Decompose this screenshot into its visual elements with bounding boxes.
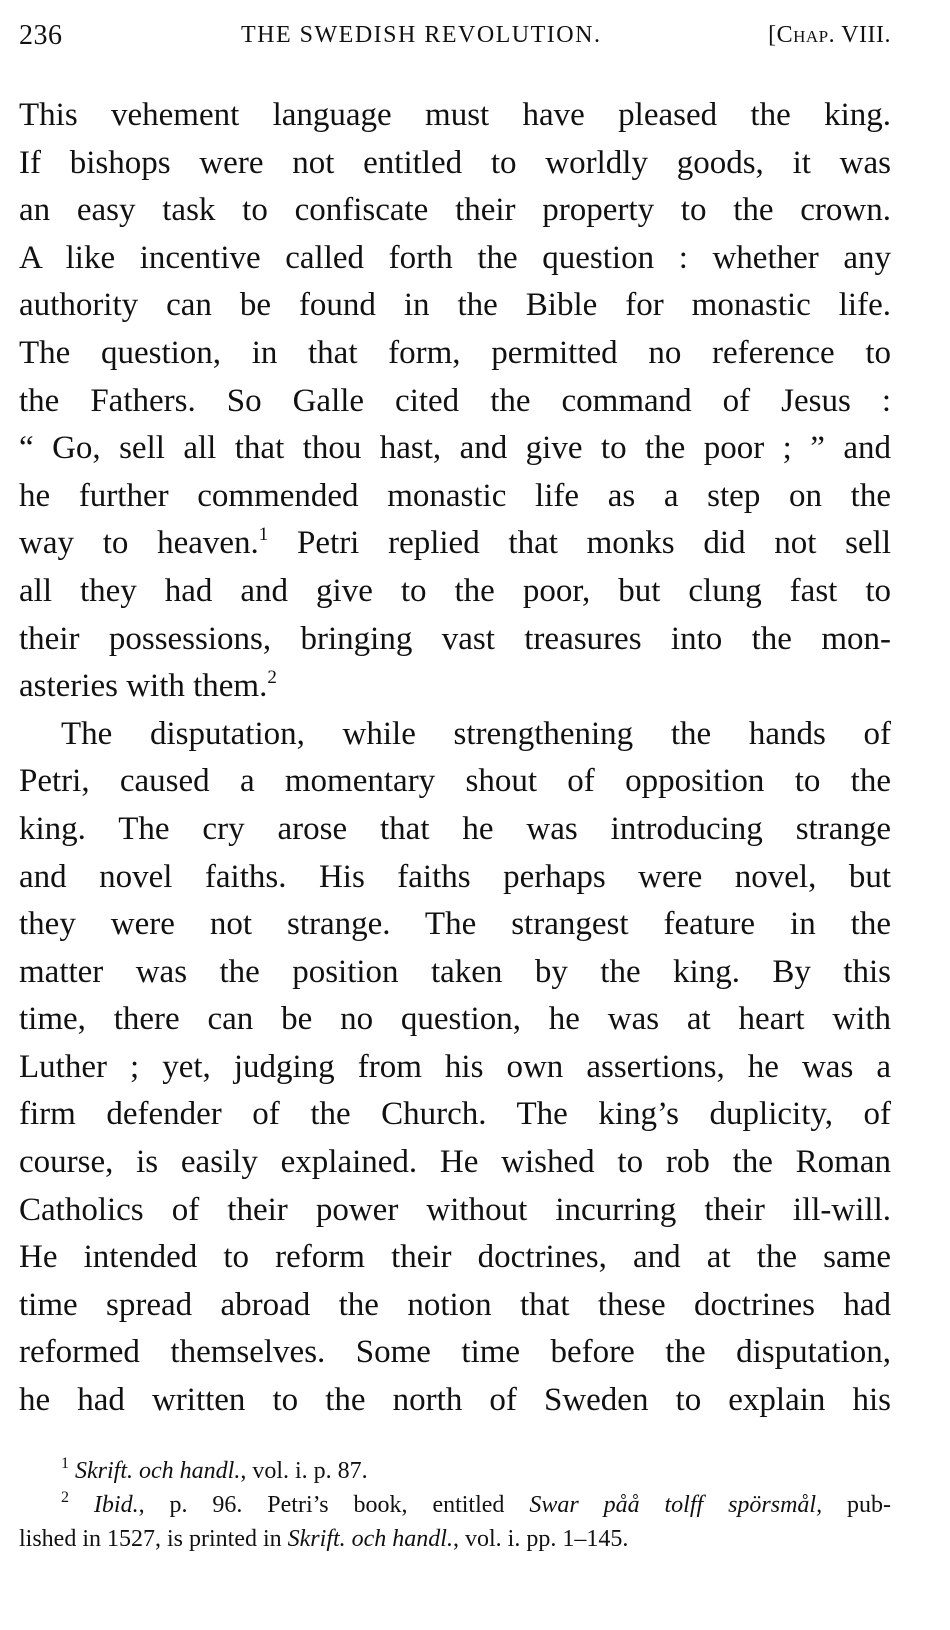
chapter-label: Chap. (776, 22, 836, 48)
page-number: 236 (19, 20, 63, 51)
running-header (19, 14, 891, 54)
footnote-mark: 1 (61, 1455, 69, 1472)
text-line: He intended to reform their doctrines, and at the same (19, 1239, 891, 1276)
text-line: and novel faiths. His faiths perhaps were novel, but (19, 858, 891, 895)
text-line: Catholics of their power without incurring their ill-will. (19, 1191, 891, 1228)
text-line: all they had and give to the poor, but clung fast to (19, 572, 891, 609)
text-line: Petri, caused a momentary shout of opposition to the (19, 763, 891, 800)
text-line: The question, in that form, permitted no reference to (19, 334, 891, 371)
text-line: asteries with them.$^2$ (19, 667, 277, 705)
footnote-1: $^1$ Skrift. och handl., vol. i. p. 87. (61, 1455, 368, 1484)
text-line: an easy task to confiscate their property to the crown. (19, 192, 891, 229)
text-line: way to heaven.$^1$ Petri replied that monks did not sell (19, 524, 891, 562)
chapter-reference: [Chap. VIII. (768, 22, 891, 48)
text-line: time spread abroad the notion that these doctrines had (19, 1286, 891, 1323)
text-line: A like incentive called forth the question : whether any (19, 239, 891, 276)
text-line: “ Go, sell all that thou hast, and give to the poor ; ” and (19, 430, 891, 467)
text-line: This vehement language must have pleased the king. (19, 97, 891, 133)
body-text (19, 92, 891, 1425)
text-line: he had written to the north of Sweden to explain his (19, 1382, 891, 1419)
book-page (19, 14, 891, 1552)
text-line: authority can be found in the Bible for monastic life. (19, 287, 891, 324)
footnote-ref-1[interactable]: 1 (258, 524, 269, 546)
footnote-ref-2[interactable]: 2 (267, 667, 277, 689)
paragraph-1 (19, 92, 891, 711)
footnote-2-continued: lished in 1527, is printed in Skrift. och handl., vol. i. pp. 1–145. (19, 1526, 629, 1552)
text-line: the Fathers. So Galle cited the command of Jesus : (19, 382, 891, 419)
text-line: course, is easily explained. He wished to rob the Roman (19, 1144, 891, 1181)
text-line: time, there can be no question, he was at heart with (19, 1001, 891, 1038)
footnote-book-title: Swar påå tolff spörsmål, (529, 1492, 823, 1518)
footnote-title: Skrift. och handl. (287, 1526, 453, 1552)
text-line: If bishops were not entitled to worldly goods, it was (19, 144, 891, 181)
text-line: they were not strange. The strangest feature in the (19, 906, 891, 943)
footnote-title: Skrift. och handl. (75, 1458, 241, 1484)
chapter-number: VIII. (835, 22, 891, 48)
footnote-ibid: Ibid. (93, 1492, 139, 1518)
text-line: king. The cry arose that he was introducing strange (19, 810, 891, 847)
text-line: firm defender of the Church. The king’s duplicity, of (19, 1096, 891, 1133)
running-title: THE SWEDISH REVOLUTION. (241, 22, 602, 48)
text-line: he further commended monastic life as a step on the (19, 477, 891, 514)
text-line: their possessions, bringing vast treasures into the mon- (19, 620, 891, 657)
text-line: Luther ; yet, judging from his own assertions, he was a (19, 1048, 891, 1085)
text-line: reformed themselves. Some time before the disputation, (19, 1334, 891, 1371)
text-line: matter was the position taken by the king. By this (19, 953, 891, 990)
footnote-2: $^2$ Ibid., p. 96. Petri’s book, entitled Swar påå tolff spörsmål, pub- (61, 1489, 891, 1518)
paragraph-2 (19, 711, 891, 1425)
footnotes (19, 1454, 891, 1556)
text-line: The disputation, while strengthening the hands of (61, 715, 891, 752)
footnote-mark: 2 (61, 1489, 69, 1506)
